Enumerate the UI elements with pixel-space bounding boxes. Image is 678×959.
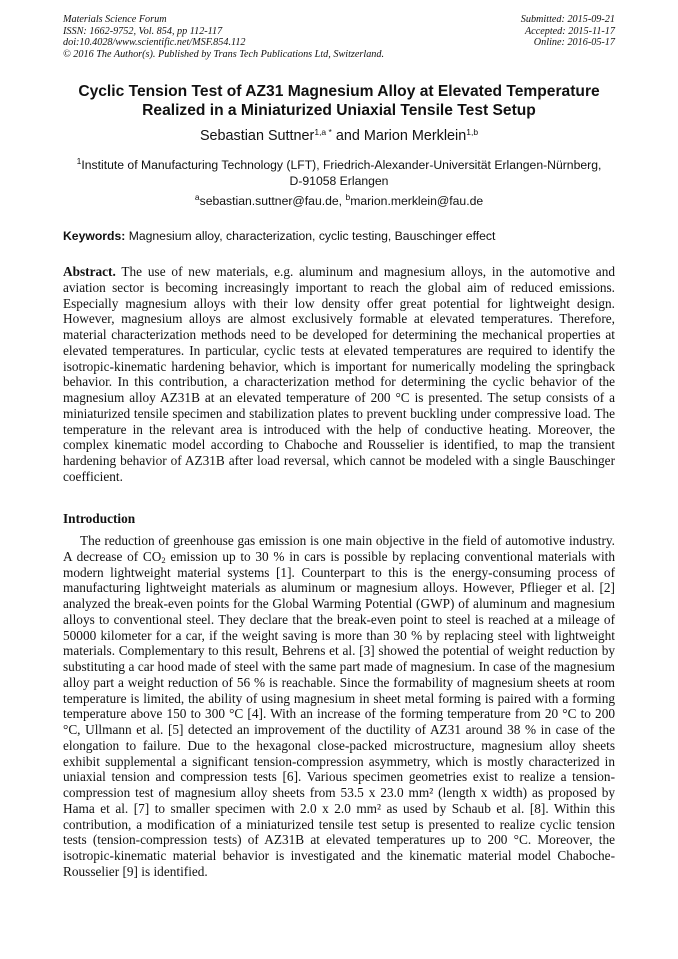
abstract-label: Abstract. — [63, 264, 116, 279]
abstract-text: The use of new materials, e.g. aluminum and magnesium alloys, in the automotive and aviation sector is becoming increasingly important to reach the global aim of reduced emissions. Especially magnesium alloys with their low density offer great potential for lightweight design. However, magnesium alloys are almost exclusively formable at elevated temperatures. Therefore, material characterization methods need to be developed for determining the mechanical properties at elevated temperatures. In particular, cyclic tests at elevated temperatures are required to identify the isotropic-kinematic hardening behavior, which is important for numerically modeling the springback behavior. In this contribution, a characterization method for determining the cyclic behavior of the magnesium alloy AZ31B at an elevated temperature of 200 °C is presented. The setup consists of a miniaturized tensile specimen and stabilization plates to prevent buckling under compressive load. The temperature in the relevant area is introduced with the help of conductive heating. Moreover, the complex kinematic model according to Chaboche and Rousselier is identified, to map the transient hardening behavior of AZ31B after load reversal, which cannot be modeled with a single Bauschinger coefficient. — [63, 264, 615, 484]
intro-text-part-1: The reduction of greenhouse gas emission is one main objective in the field of automotive industry. A decrease of CO — [63, 533, 615, 564]
email-separator: , — [338, 194, 346, 208]
affiliation-marker: 1 — [76, 156, 82, 166]
author-connector: and — [331, 128, 364, 144]
email-a-marker: a — [194, 192, 200, 202]
journal-name: Materials Science Forum — [63, 14, 167, 25]
keywords-text: Magnesium alloy, characterization, cyclic testing, Bauschinger effect — [125, 229, 496, 243]
email-b-marker: b — [345, 192, 351, 202]
author-1: Sebastian Suttner — [199, 128, 315, 144]
issn-line: ISSN: 1662-9752, Vol. 854, pp 112-117 — [63, 25, 223, 37]
author-2: Marion Merklein — [363, 128, 467, 144]
abstract — [63, 264, 615, 485]
doi-line: doi:10.4028/www.scientific.net/MSF.854.112 — [63, 37, 246, 49]
online-date: Online: 2016-05-17 — [533, 37, 615, 49]
title-line-2: Realized in a Miniaturized Uniaxial Tensile Test Setup — [142, 102, 536, 119]
introduction-paragraph — [63, 533, 615, 880]
paper-title — [40, 82, 638, 120]
co2-subscript: 2 — [161, 554, 166, 565]
author-emails — [0, 194, 678, 208]
author-1-affil: 1,a * — [314, 127, 332, 137]
title-line-1: Cyclic Tension Test of AZ31 Magnesium Alloy at Elevated Temperature — [78, 83, 600, 100]
journal-info — [63, 14, 384, 60]
affiliation — [60, 157, 618, 189]
accepted-date: Accepted: 2015-11-17 — [524, 25, 615, 37]
submitted-date: Submitted: 2015-09-21 — [520, 14, 615, 25]
keywords-label: Keywords: — [63, 229, 126, 243]
copyright-line: © 2016 The Author(s). Published by Trans Tech Publications Ltd, Switzerland. — [63, 48, 385, 60]
affiliation-line-1: Institute of Manufacturing Technology (LFT), Friedrich-Alexander-Universität Erlangen-Nürnberg, — [81, 158, 602, 172]
keywords — [63, 229, 615, 243]
submission-dates — [521, 14, 615, 49]
email-a: sebastian.suttner@fau.de — [199, 194, 339, 208]
affiliation-line-2: D-91058 Erlangen — [289, 174, 389, 188]
email-b: marion.merklein@fau.de — [350, 194, 484, 208]
author-2-affil: 1,b — [466, 127, 479, 137]
author-list — [0, 128, 678, 144]
section-heading-introduction: Introduction — [63, 511, 136, 526]
intro-text-part-2: emission up to 30 % in cars is possible by replacing conventional materials with modern lightweight material systems [1]. Counterpart to this is the energy-consuming process of manufacturing lightweight materials as aluminum or magnesium alloys. However, Pflieger et al. [2] analyzed the break-even points for the Global Warming Potential (GWP) of aluminum and magnesium alloys to conventional steel. They declare that the break-even point to steel is reached at a mileage of 50000 kilometer for a car, if the weight saving is more than 30 % by replacing steel with lightweight materials. Complementary to this result, Behrens et al. [3] showed the potential of weight reduction by substituting a car hood made of steel with the same part made of magnesium. In case of the magnesium alloy part a weight reduction of 56 % is reachable. Since the formability of magnesium sheets at room temperature is limited, the ability of using magnesium in sheet metal forming is paired with a forming temperature above 150 to 300 °C [4]. With an increase of the forming temperature from 20 °C to 200 °C, Ullmann et al. [5] detected an improvement of the ductility of AZ31 around 38 % in case of the elongation to failure. Due to the hexagonal close-packed microstructure, magnesium alloy sheets exhibit supplemental a significant tension-compression asymmetry, which is mostly characterized in uniaxial tension and compression tests [6]. Various specimen geometries exist to realize a tension-compression test of magnesium alloy sheets from 53.5 x 23.0 mm² (length x width) as proposed by Hama et al. [7] to smaller specimen with 2.0 x 2.0 mm² as used by Schaub et al. [8]. Within this contribution, a modification of a miniaturized tensile test setup is presented to realize cyclic tension tests (tension-compression tests) of AZ31B at elevated temperatures up to 200 °C. Moreover, the isotropic-kinematic material behavior is investigated and the kinematic material model Chaboche-Rousselier [9] is identified. — [63, 548, 615, 879]
